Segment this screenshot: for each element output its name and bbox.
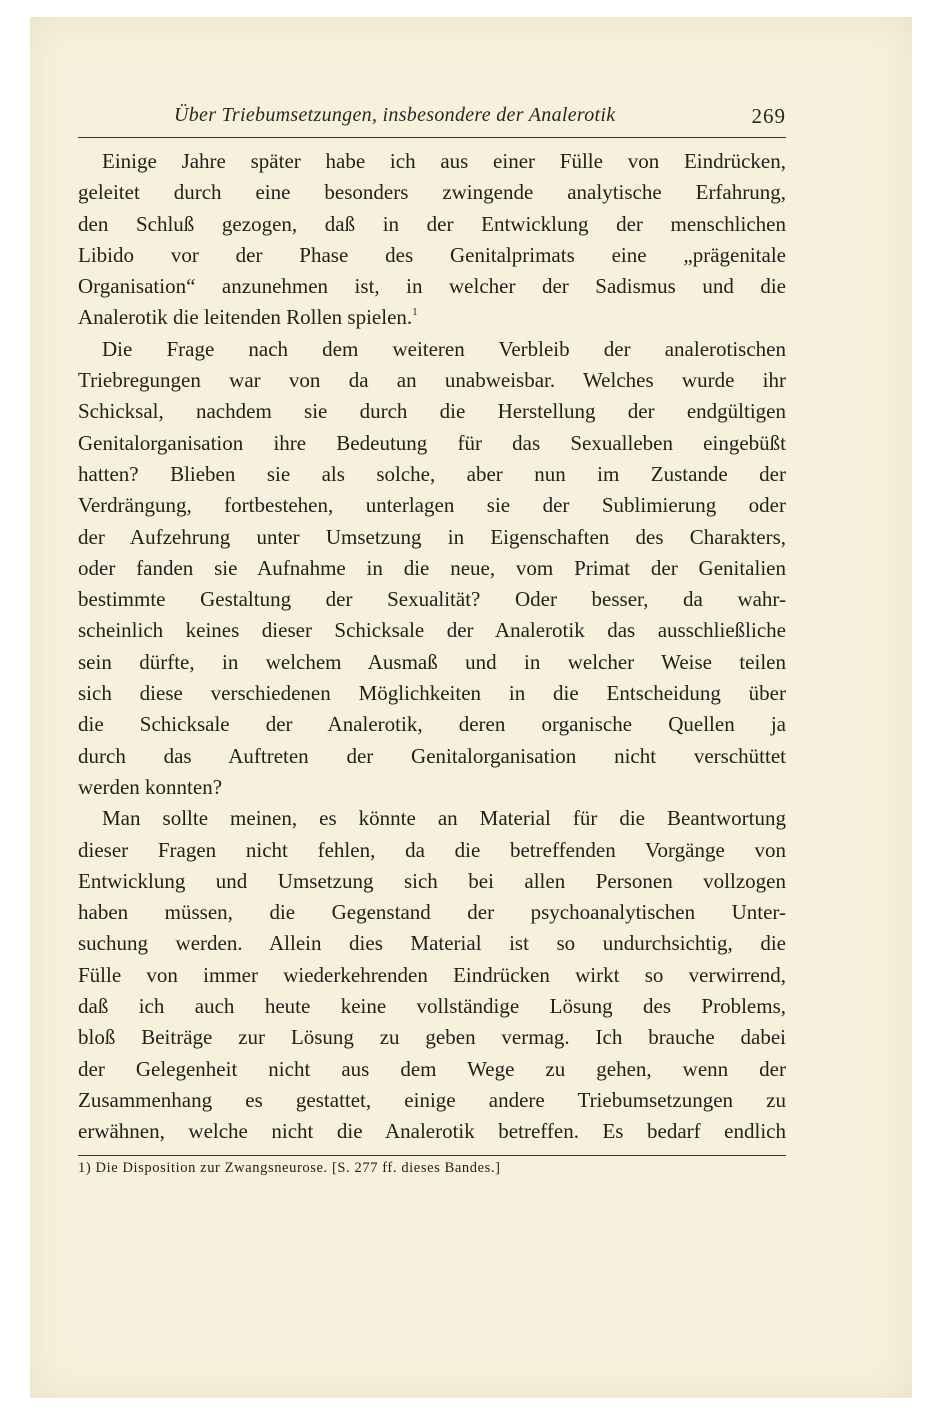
text-line: sich diese verschiedenen Möglichkeiten in die Entscheidung über bbox=[78, 681, 786, 706]
body-text bbox=[78, 146, 786, 1148]
footnote: 1) Die Disposition zur Zwangsneurose. [S. 277 ff. dieses Bandes.] bbox=[78, 1160, 501, 1176]
text-line: haben müssen, die Gegenstand der psychoanalytischen Unter- bbox=[78, 900, 786, 925]
text-line: erwähnen, welche nicht die Analerotik betreffen. Es bedarf endlich bbox=[78, 1119, 786, 1144]
text-line: daß ich auch heute keine vollständige Lösung des Problems, bbox=[78, 994, 786, 1019]
page-number: 269 bbox=[751, 104, 786, 128]
text-line: bloß Beiträge zur Lösung zu geben vermag. Ich brauche dabei bbox=[78, 1025, 786, 1050]
text-line: oder fanden sie Aufnahme in die neue, vom Primat der Genitalien bbox=[78, 555, 786, 580]
text-line: scheinlich keines dieser Schicksale der Analerotik das ausschließliche bbox=[78, 618, 786, 643]
text-line: Organisation“ anzunehmen ist, in welcher der Sadismus und die bbox=[78, 274, 786, 299]
text-line: Entwicklung und Umsetzung sich bei allen Personen vollzogen bbox=[78, 868, 786, 893]
text-line: Triebregungen war von da an unabweisbar. Welches wurde ihr bbox=[78, 368, 786, 393]
text-line: suchung werden. Allein dies Material ist so undurchsichtig, die bbox=[78, 931, 786, 956]
running-title: Über Triebumsetzungen, insbesondere der Analerotik bbox=[174, 104, 616, 126]
text-line: Libido vor der Phase des Genitalprimats eine „prägenitale bbox=[78, 242, 786, 267]
text-line: Verdrängung, fortbestehen, unterlagen sie der Sublimierung oder bbox=[78, 493, 786, 518]
text-line: die Schicksale der Analerotik, deren organische Quellen ja bbox=[78, 712, 786, 737]
text-line: der Gelegenheit nicht aus dem Wege zu gehen, wenn der bbox=[78, 1056, 786, 1081]
paragraph-2 bbox=[78, 334, 786, 803]
text-line: Einige Jahre später habe ich aus einer Fülle von Eindrücken, bbox=[102, 149, 786, 173]
text-line: Zusammenhang es gestattet, einige andere Triebumsetzungen zu bbox=[78, 1087, 786, 1112]
paragraph-1 bbox=[78, 146, 786, 334]
text-line: werden konnten? bbox=[78, 774, 223, 799]
text-line: bestimmte Gestaltung der Sexualität? Oder besser, da wahr- bbox=[78, 587, 786, 612]
text-line: Fülle von immer wiederkehrenden Eindrücken wirkt so verwirrend, bbox=[78, 962, 786, 987]
page-header bbox=[78, 104, 786, 134]
text-line: Die Frage nach dem weiteren Verbleib der analerotischen bbox=[102, 336, 786, 361]
text-line: Man sollte meinen, es könnte an Material für die Beantwortung bbox=[102, 806, 786, 831]
text-line: dieser Fragen nicht fehlen, da die betreffenden Vorgänge von bbox=[78, 837, 786, 862]
footnote-rule bbox=[78, 1155, 786, 1156]
text-line-content: Analerotik die leitenden Rollen spielen. bbox=[78, 305, 413, 330]
text-line: sein dürfte, in welchem Ausmaß und in welcher Weise teilen bbox=[78, 649, 786, 674]
text-line: durch das Auftreten der Genitalorganisation nicht verschüttet bbox=[78, 743, 786, 768]
text-line: den Schluß gezogen, daß in der Entwicklung der menschlichen bbox=[78, 211, 786, 236]
text-line: hatten? Blieben sie als solche, aber nun im Zustande der bbox=[78, 461, 786, 486]
text-line-last bbox=[78, 302, 786, 333]
text-line: Schicksal, nachdem sie durch die Herstellung der endgültigen bbox=[78, 399, 786, 424]
paragraph-3 bbox=[78, 803, 786, 1147]
header-rule bbox=[78, 137, 786, 138]
text-line: geleitet durch eine besonders zwingende analytische Erfahrung, bbox=[78, 180, 786, 205]
text-line: der Aufzehrung unter Umsetzung in Eigenschaften des Charakters, bbox=[78, 524, 786, 549]
text-line: Genitalorganisation ihre Bedeutung für das Sexualleben eingebüßt bbox=[78, 430, 786, 455]
footnote-reference: 1 bbox=[412, 306, 418, 319]
